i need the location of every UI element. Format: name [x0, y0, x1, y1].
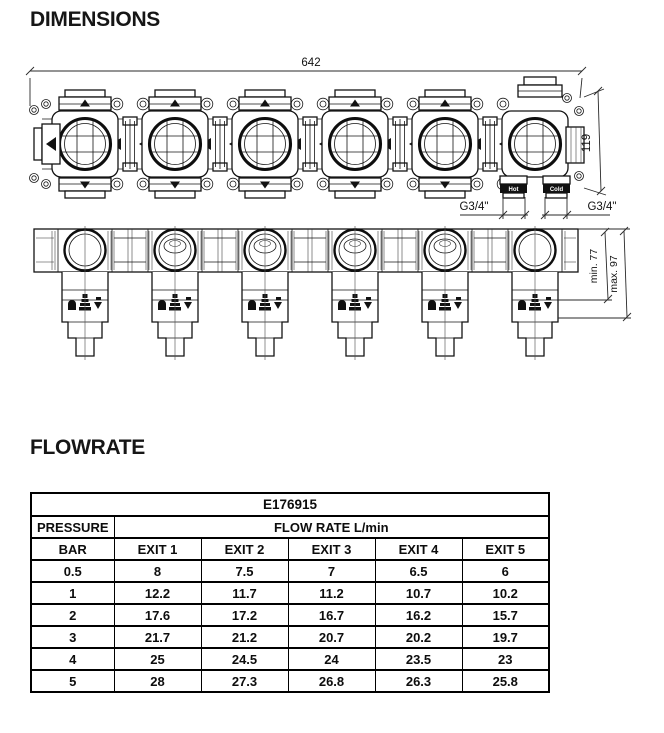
dim-119-label: 119 [581, 133, 593, 153]
table-cell: 17.2 [201, 604, 288, 626]
table-cell: 8 [114, 560, 201, 582]
bar-value: 2 [31, 604, 114, 626]
flowrate-header: FLOW RATE L/min [114, 516, 549, 538]
flowrate-table [30, 492, 550, 693]
table-cell: 17.6 [114, 604, 201, 626]
table-cell: 6 [462, 560, 549, 582]
exit-2-header: EXIT 2 [201, 538, 288, 560]
dim-g34-left-label: G3/4" [459, 201, 489, 213]
table-cell: 10.2 [462, 582, 549, 604]
table-cell: 20.2 [375, 626, 462, 648]
cold-port-label: Cold [549, 187, 564, 193]
hot-port [500, 176, 527, 198]
pressure-header: PRESSURE [31, 516, 114, 538]
table-cell: 6.5 [375, 560, 462, 582]
dim-overall-height [581, 87, 606, 195]
table-cell: 23.5 [375, 648, 462, 670]
bar-value: 3 [31, 626, 114, 648]
table-cell: 26.3 [375, 670, 462, 692]
table-cell: 21.7 [114, 626, 201, 648]
table-row [31, 582, 549, 604]
bar-value: 5 [31, 670, 114, 692]
table-cell: 25 [114, 648, 201, 670]
table-cell: 16.2 [375, 604, 462, 626]
table-row [31, 648, 549, 670]
table-cell: 23 [462, 648, 549, 670]
dim-depth [558, 227, 631, 321]
table-row-columns [31, 538, 549, 560]
table-cell: 25.8 [462, 670, 549, 692]
dim-642-label: 642 [301, 57, 321, 69]
table-cell: 19.7 [462, 626, 549, 648]
table-cell: 20.7 [288, 626, 375, 648]
table-cell: 28 [114, 670, 201, 692]
table-cell: 24 [288, 648, 375, 670]
hot-port-label: Hot [508, 187, 519, 193]
exit-1-header: EXIT 1 [114, 538, 201, 560]
bar-header: BAR [31, 538, 114, 560]
table-cell: 21.2 [201, 626, 288, 648]
table-cell: 11.7 [201, 582, 288, 604]
table-cell: 26.8 [288, 670, 375, 692]
table-cell: 16.7 [288, 604, 375, 626]
table-row-model [31, 493, 549, 516]
dim-max97-label: max. 97 [608, 255, 620, 293]
table-row [31, 604, 549, 626]
bar-value: 1 [31, 582, 114, 604]
exit-4-header: EXIT 4 [375, 538, 462, 560]
table-cell: 7 [288, 560, 375, 582]
dim-g34-right-label: G3/4" [587, 201, 617, 213]
exit-5-header: EXIT 5 [462, 538, 549, 560]
table-cell: 12.2 [114, 582, 201, 604]
flowrate-heading: FLOWRATE [30, 436, 146, 459]
table-cell: 15.7 [462, 604, 549, 626]
table-cell: 7.5 [201, 560, 288, 582]
top-view [30, 77, 585, 198]
table-row-headers [31, 516, 549, 538]
exit-3-header: EXIT 3 [288, 538, 375, 560]
side-view [34, 226, 578, 360]
dim-inlets [459, 197, 616, 219]
table-row [31, 560, 549, 582]
table-cell: 24.5 [201, 648, 288, 670]
table-row [31, 626, 549, 648]
table-cell: 27.3 [201, 670, 288, 692]
table-cell: 11.2 [288, 582, 375, 604]
table-cell: 10.7 [375, 582, 462, 604]
dim-min77-label: min. 77 [588, 248, 600, 284]
table-row [31, 670, 549, 692]
dimensions-heading: DIMENSIONS [30, 8, 161, 31]
bar-value: 4 [31, 648, 114, 670]
model-number: E176915 [31, 493, 549, 516]
bar-value: 0.5 [31, 560, 114, 582]
cold-port [543, 176, 570, 198]
